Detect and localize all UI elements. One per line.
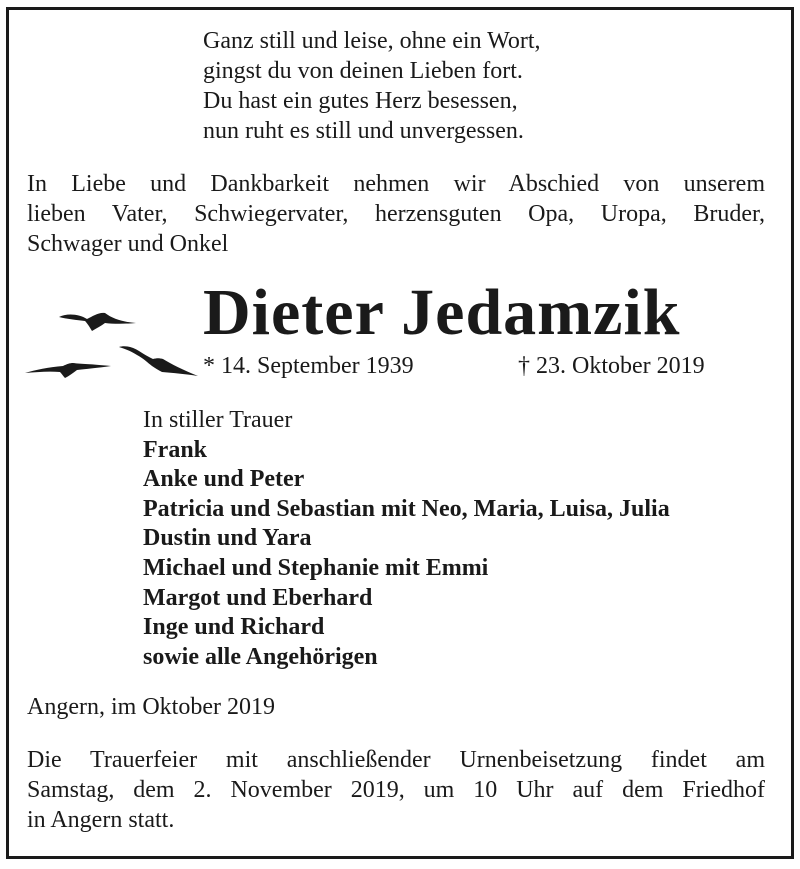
mourner-entry: Inge und Richard (143, 614, 325, 641)
place-date: Angern, im Oktober 2019 (27, 694, 275, 720)
birth-date: * 14. September 1939 (203, 353, 414, 379)
verse-line: Du hast ein gutes Herz besessen, (203, 88, 518, 114)
verse-line: gingst du von deinen Lieben fort. (203, 58, 523, 84)
memorial-verse (203, 26, 541, 146)
service-line: Samstag, dem 2. November 2019, um 10 Uhr auf dem Friedhof (27, 777, 765, 803)
mourners-list (143, 406, 670, 672)
verse-line: nun ruht es still und unvergessen. (203, 118, 524, 144)
verse-line: Ganz still und leise, ohne ein Wort, (203, 28, 541, 54)
mourner-entry: Michael und Stephanie mit Emmi (143, 554, 489, 581)
mourning-intro: In stiller Trauer (143, 407, 293, 433)
mourner-entry: Margot und Eberhard (143, 584, 373, 611)
service-line: Die Trauerfeier mit anschließender Urnenbeisetzung findet am (27, 747, 765, 773)
intro-line: Schwager und Onkel (27, 231, 229, 257)
intro-line: lieben Vater, Schwiegervater, herzensguten Opa, Uropa, Bruder, (27, 201, 765, 227)
mourner-entry: sowie alle Angehörigen (143, 643, 378, 670)
mourner-entry: Patricia und Sebastian mit Neo, Maria, Luisa, Julia (143, 495, 670, 522)
deceased-name: Dieter Jedamzik (203, 276, 681, 349)
mourner-entry: Dustin und Yara (143, 525, 312, 552)
funeral-service-notice (27, 745, 765, 835)
mourner-entry: Frank (143, 436, 208, 463)
death-date: † 23. Oktober 2019 (518, 353, 705, 379)
flying-birds-icon (15, 300, 205, 390)
intro-line: In Liebe und Dankbarkeit nehmen wir Abschied von unserem (27, 171, 765, 197)
mourner-entry: Anke und Peter (143, 466, 305, 493)
service-line: in Angern statt. (27, 807, 175, 833)
farewell-intro (27, 169, 765, 259)
